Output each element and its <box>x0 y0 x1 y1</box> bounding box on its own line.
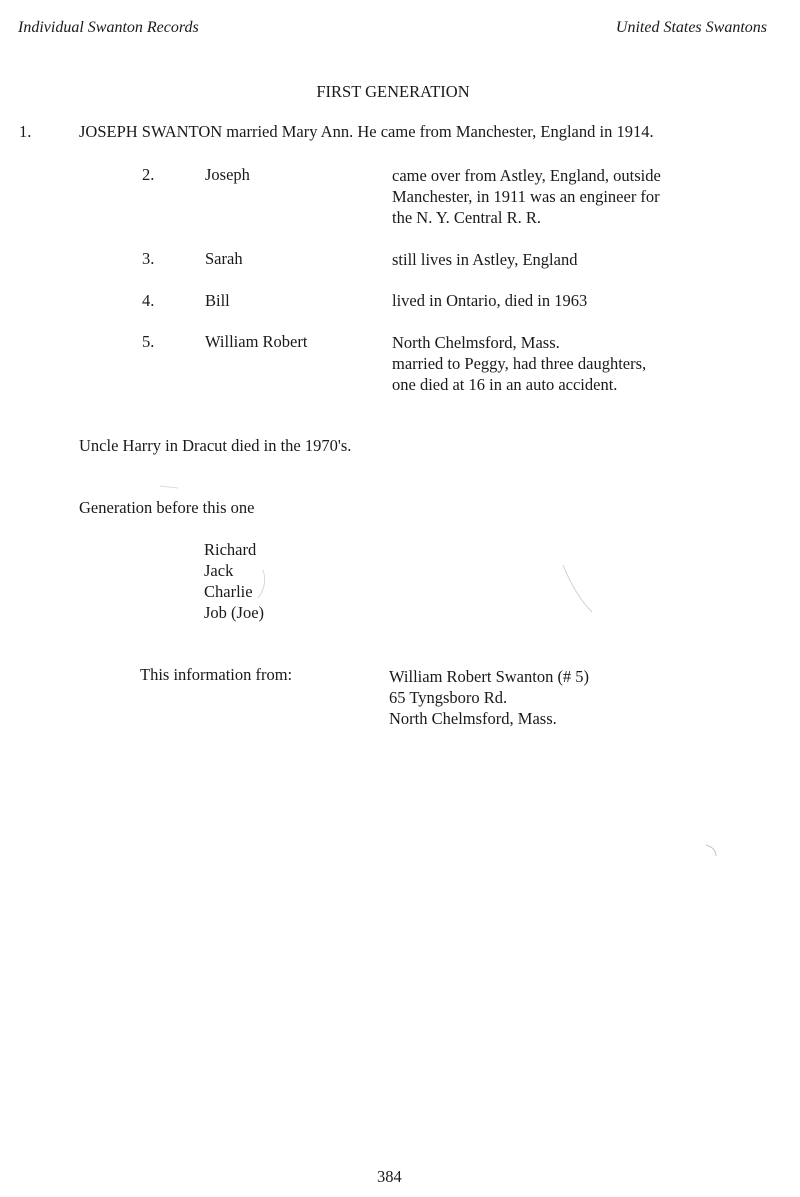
child-number: 5. <box>142 332 155 351</box>
stray-stroke <box>160 486 178 488</box>
child-name: William Robert <box>205 332 308 351</box>
header-left: Individual Swanton Records <box>18 19 199 36</box>
ancestor-name: Jack <box>204 561 234 580</box>
child-name: Bill <box>205 291 230 310</box>
ancestor-name: Richard <box>204 540 257 559</box>
child-number: 2. <box>142 165 155 184</box>
entry-number: 1. <box>19 122 32 141</box>
note-line: came over from Astley, England, outside <box>392 166 661 185</box>
stray-stroke <box>706 845 716 856</box>
source-line: William Robert Swanton (# 5) <box>389 667 590 686</box>
ancestor-name: Charlie <box>204 582 253 601</box>
child-name: Joseph <box>205 165 250 184</box>
child-name: Sarah <box>205 249 243 268</box>
note-line: still lives in Astley, England <box>392 250 578 269</box>
note-line: North Chelmsford, Mass. <box>392 333 560 352</box>
source-line: North Chelmsford, Mass. <box>389 709 557 728</box>
note-line: Manchester, in 1911 was an engineer for <box>392 187 660 206</box>
note-line: one died at 16 in an auto accident. <box>392 375 618 394</box>
stray-stroke <box>563 565 592 612</box>
note-line: the N. Y. Central R. R. <box>392 208 541 227</box>
previous-generation-heading: Generation before this one <box>79 498 255 517</box>
stray-stroke <box>258 570 265 598</box>
header-right: United States Swantons <box>615 19 767 36</box>
child-number: 4. <box>142 291 155 310</box>
source-label: This information from: <box>140 665 293 684</box>
page-title: FIRST GENERATION <box>316 82 470 101</box>
entry-text: JOSEPH SWANTON married Mary Ann. He came from Manchester, England in 1914. <box>79 122 654 141</box>
uncle-note: Uncle Harry in Dracut died in the 1970's. <box>79 436 352 455</box>
note-line: married to Peggy, had three daughters, <box>392 354 647 373</box>
source-line: 65 Tyngsboro Rd. <box>389 688 508 707</box>
ancestor-name: Job (Joe) <box>204 603 265 622</box>
page-number: 384 <box>377 1167 402 1186</box>
note-line: lived in Ontario, died in 1963 <box>392 291 588 310</box>
child-number: 3. <box>142 249 155 268</box>
